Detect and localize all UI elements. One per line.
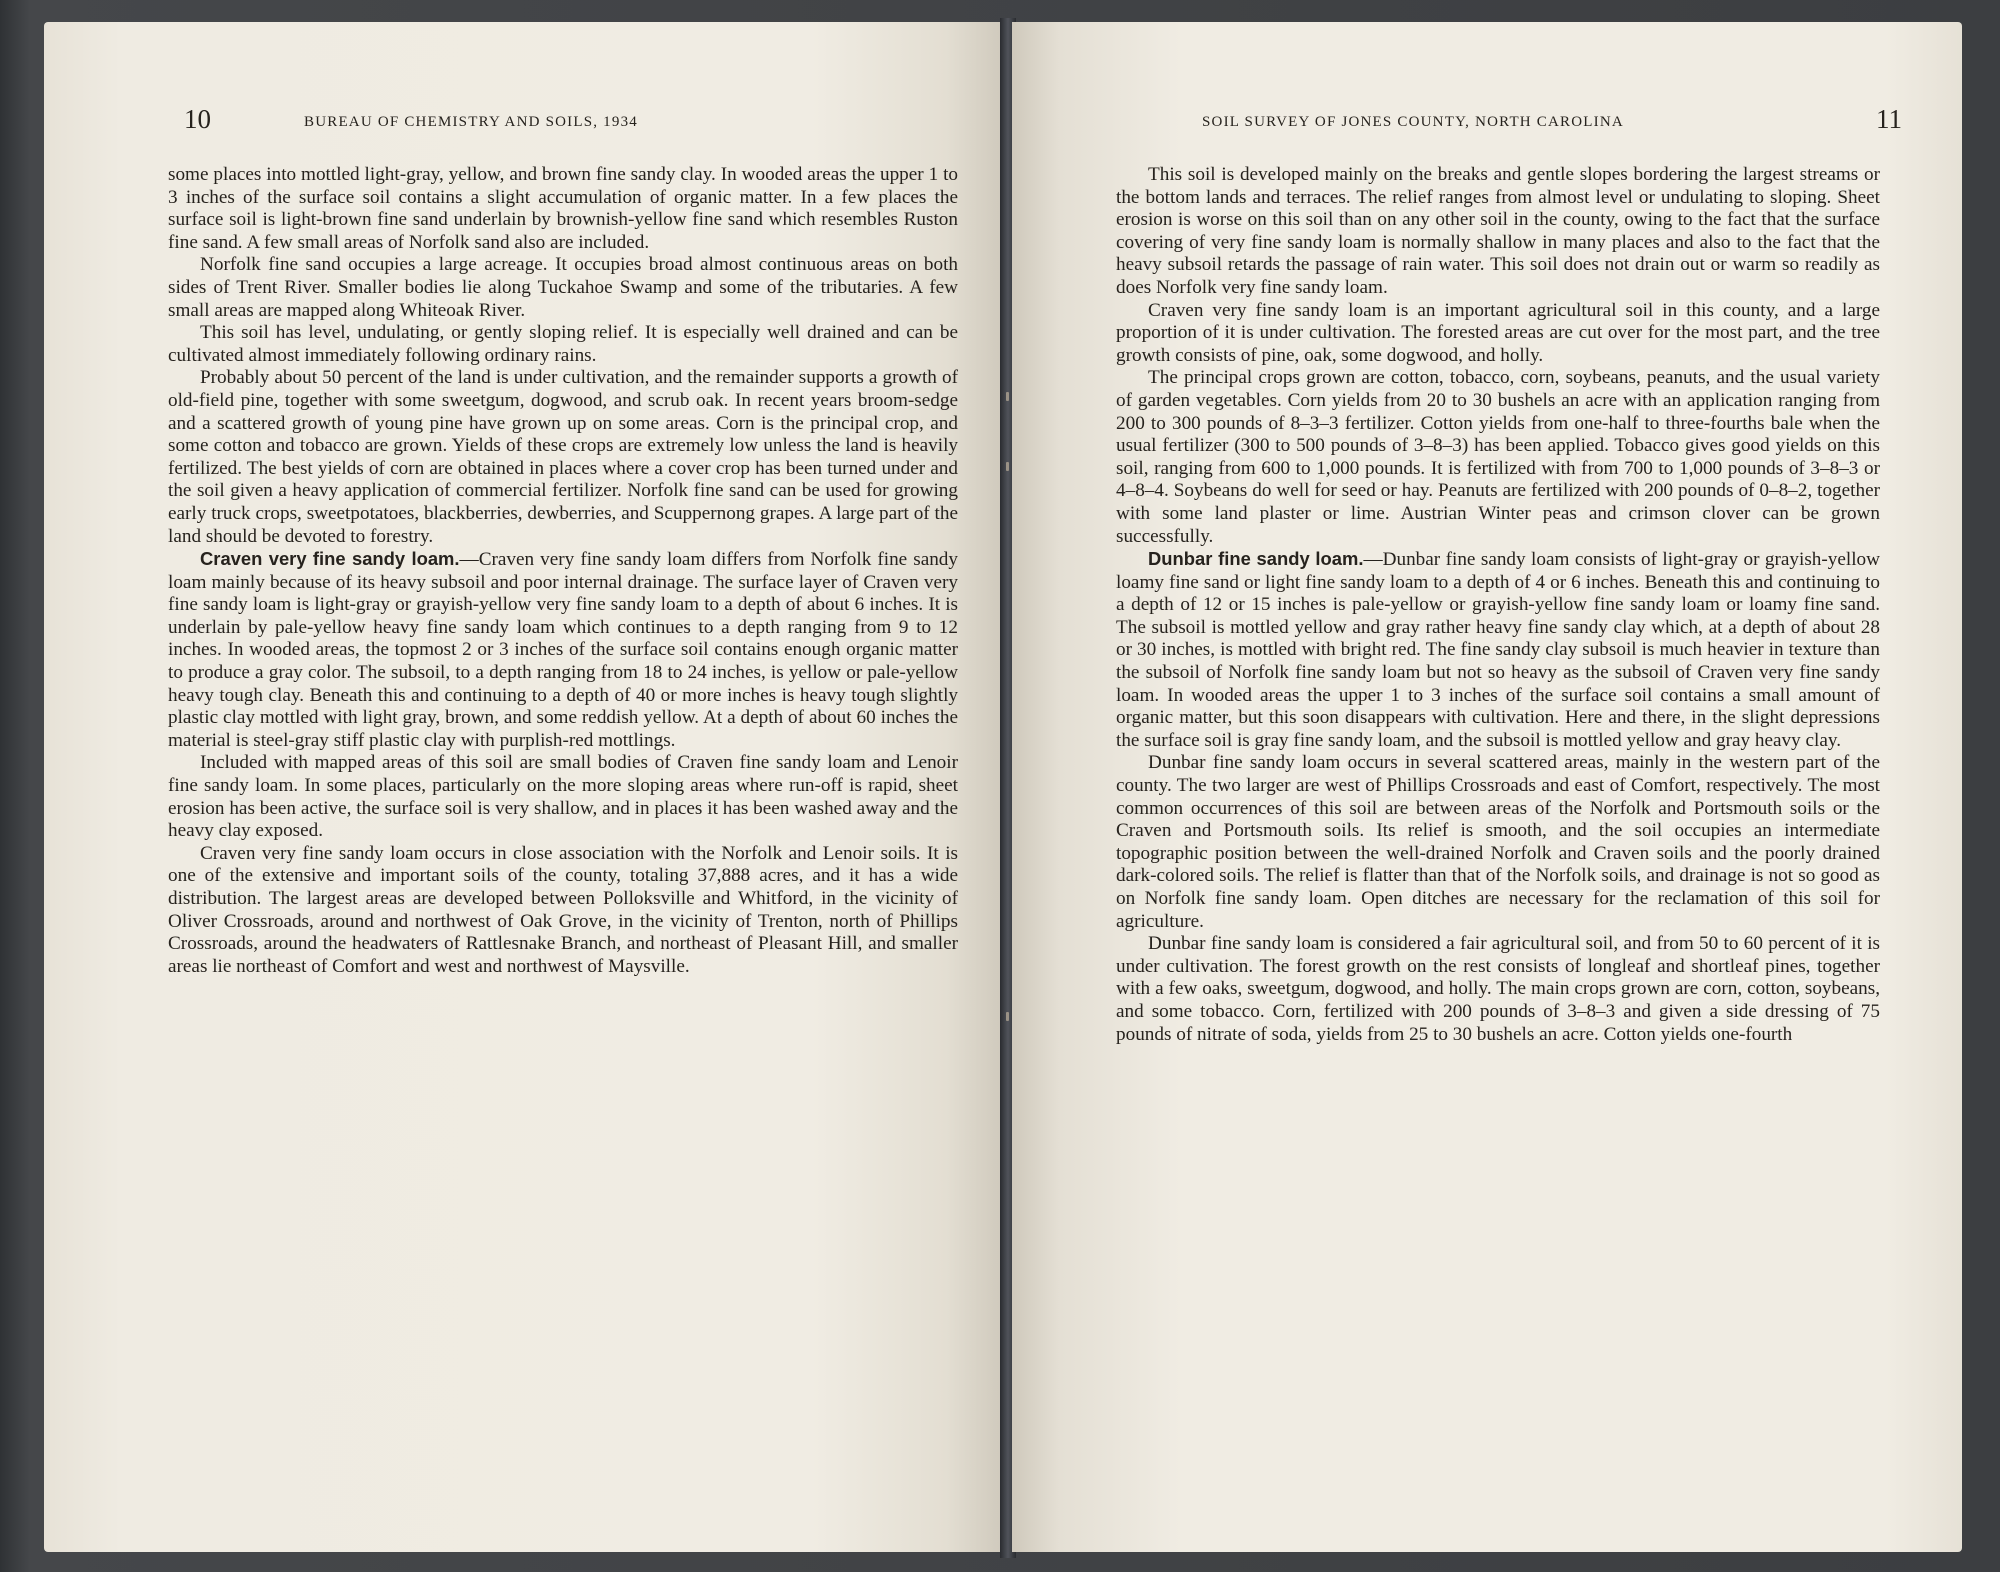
paragraph: Norfolk fine sand occupies a large acreage. It occupies broad almost continuous areas on both sides of Trent River. Smaller bodies lie along Tuckahoe Swamp and some of the tributaries. A few small areas are mapped along Whiteoak River.: [168, 254, 958, 321]
margin-mark: [1006, 1012, 1009, 1021]
paragraph: Included with mapped areas of this soil are small bodies of Craven fine sandy loam and Lenoir fine sandy loam. In some places, particularly on the more sloping areas where run-off is rapid, sheet erosion has been active, the surface soil is very shallow, and in places it has been washed away and the heavy clay exposed.: [168, 752, 958, 842]
paragraph: The principal crops grown are cotton, tobacco, corn, soybeans, peanuts, and the usual variety of garden vegetables. Corn yields from 20 to 30 bushels an acre with an application ranging from 200 to 300 pounds of 8–3–3 fertilizer. Cotton yields from one-half to three-fourths bale when the usual fertilizer (300 to 500 pounds of 3–8–3) has been applied. Tobacco gives good yields on this soil, ranging from 600 to 1,000 pounds. It is fertilized with from 700 to 1,000 pounds of 3–8–3 or 4–8–4. Soybeans do well for seed or hay. Peanuts are fertilized with 200 pounds of 0–8–2, together with some land plaster or lime. Austrian Winter peas and crimson clover can be grown successfully.: [1116, 367, 1880, 547]
right-page-number: 11: [1876, 104, 1902, 134]
craven-section-heading: Craven very fine sandy loam.: [200, 548, 460, 570]
left-page: [44, 22, 1004, 1552]
left-page-body: [168, 164, 958, 978]
dunbar-section-paragraph: [1116, 548, 1880, 752]
margin-mark: [1006, 392, 1009, 401]
paragraph: Probably about 50 percent of the land is under cultivation, and the remainder supports a growth of old-field pine, together with some sweetgum, dogwood, and scrub oak. In recent years broom-sedge and a scattered growth of young pine have grown up on some areas. Corn is the principal crop, and some cotton and tobacco are grown. Yields of these crops are extremely low unless the land is heavily fertilized. The best yields of corn are obtained in places where a cover crop has been turned under and the soil given a heavy application of commercial fertilizer. Norfolk fine sand can be used for growing early truck crops, sweetpotatoes, blackberries, dewberries, and Scuppernong grapes. A large part of the land should be devoted to forestry.: [168, 367, 958, 547]
right-running-head-text: SOIL SURVEY OF JONES COUNTY, NORTH CAROLINA: [1202, 114, 1624, 130]
paragraph: some places into mottled light-gray, yellow, and brown fine sandy clay. In wooded areas the upper 1 to 3 inches of the surface soil contains a slight accumulation of organic matter. In a few places the surface soil is light-brown fine sand underlain by brownish-yellow fine sand which resembles Ruston fine sand. A few small areas of Norfolk sand also are included.: [168, 164, 958, 253]
dunbar-section-heading: Dunbar fine sandy loam.: [1148, 548, 1364, 570]
paragraph: This soil has level, undulating, or gently sloping relief. It is especially well drained and can be cultivated almost immediately following ordinary rains.: [168, 322, 958, 366]
paragraph: Craven very fine sandy loam occurs in close association with the Norfolk and Lenoir soils. It is one of the extensive and important soils of the county, totaling 37,888 acres, and it has a wide distribution. The largest areas are developed between Polloksville and Whitford, in the vicinity of Oliver Crossroads, around and northwest of Oak Grove, in the vicinity of Trenton, north of Phillips Crossroads, around the headwaters of Rattlesnake Branch, and northeast of Pleasant Hill, and smaller areas lie northeast of Comfort and west and northwest of Maysville.: [168, 842, 958, 977]
paragraph: This soil is developed mainly on the breaks and gentle slopes bordering the largest streams or the bottom lands and terraces. The relief ranges from almost level or undulating to sloping. Sheet erosion is worse on this soil than on any other soil in the county, owing to the fact that the surface covering of very fine sandy loam is normally shallow in many places and also to the fact that the heavy subsoil retards the passage of rain water. This soil does not drain out or warm so readily as does Norfolk very fine sandy loam.: [1116, 164, 1880, 298]
margin-mark: [1006, 462, 1009, 471]
paragraph: Dunbar fine sandy loam occurs in several scattered areas, mainly in the western part of the county. The two larger are west of Phillips Crossroads and east of Comfort, respectively. The most common occurrences of this soil are between areas of the Norfolk and Portsmouth soils or the Craven and Portsmouth soils. Its relief is smooth, and the soil occupies an intermediate topographic position between the well-drained Norfolk and Craven soils and the poorly drained dark-colored soils. The relief is flatter than that of the Norfolk soils, and drainage is not so good as on Norfolk fine sandy loam. Open ditches are necessary for the reclamation of this soil for agriculture.: [1116, 752, 1880, 932]
craven-section-paragraph: [168, 548, 958, 752]
left-running-head: [184, 104, 964, 154]
paragraph: Craven very fine sandy loam is an important agricultural soil in this county, and a large proportion of it is under cultivation. The forested areas are cut over for the most part, and the tree growth consists of pine, oak, some dogwood, and holly.: [1116, 299, 1880, 366]
left-running-head-text: BUREAU OF CHEMISTRY AND SOILS, 1934: [304, 114, 638, 130]
right-running-head: [1202, 104, 1902, 154]
paragraph: Dunbar fine sandy loam is considered a fair agricultural soil, and from 50 to 60 percent of it is under cultivation. The forest growth on the rest consists of longleaf and shortleaf pines, together with a few oaks, sweetgum, dogwood, and holly. The main crops grown are corn, cotton, soybeans, and some tobacco. Corn, fertilized with 200 pounds of 3–8–3 and given a side dressing of 75 pounds of nitrate of soda, yields from 25 to 30 bushels an acre. Cotton yields one-fourth: [1116, 933, 1880, 1045]
craven-intro-text: —Craven very fine sandy loam differs from Norfolk fine sandy loam mainly because of its heavy subsoil and poor internal drainage. The surface layer of Craven very fine sandy loam is light-gray or grayish-yellow very fine sandy loam to a depth of about 6 inches. It is underlain by pale-yellow heavy fine sandy loam which continues to a depth ranging from 9 to 12 inches. In wooded areas, the topmost 2 or 3 inches of the surface soil contains enough organic matter to produce a gray color. The subsoil, to a depth ranging from 18 to 24 inches, is yellow or pale-yellow heavy tough clay. Beneath this and continuing to a depth of 40 or more inches is heavy tough slightly plastic clay mottled with light gray, brown, and some reddish yellow. At a depth of about 60 inches the material is steel-gray stiff plastic clay with purplish-red mottlings.: [168, 549, 958, 751]
right-page-body: [1116, 164, 1880, 1046]
right-page: [1012, 22, 1962, 1552]
dunbar-intro-text: —Dunbar fine sandy loam consists of light-gray or grayish-yellow loamy fine sand or light fine sandy loam to a depth of 4 or 6 inches. Beneath this and continuing to a depth of 12 or 15 inches is pale-yellow or grayish-yellow fine sandy loam or loamy fine sand. The subsoil is mottled yellow and gray rather heavy fine sandy clay which, at a depth of about 28 or 30 inches, is mottled with bright red. The fine sandy clay subsoil is much heavier in texture than the subsoil of Norfolk fine sandy loam but not so heavy as the subsoil of Craven very fine sandy loam. In wooded areas the upper 1 to 3 inches of the surface soil contains a small amount of organic matter, but this soon disappears with cultivation. Here and there, in the slight depressions the surface soil is gray fine sandy loam, and the subsoil is mottled yellow and gray heavy clay.: [1116, 549, 1881, 751]
left-page-number: 10: [184, 104, 211, 134]
